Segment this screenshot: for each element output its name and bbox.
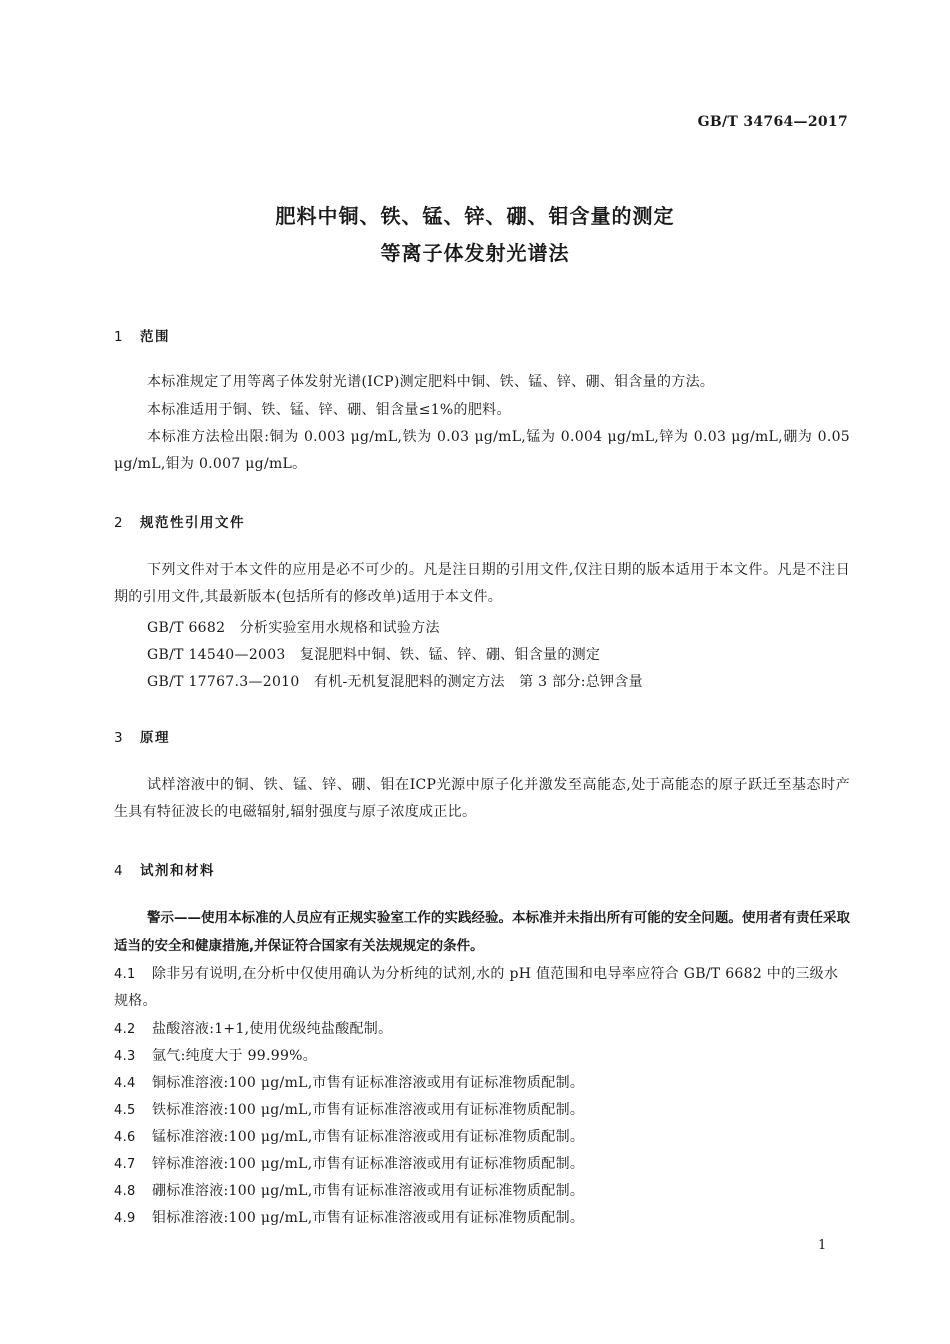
item-number: 4.3 <box>114 1049 136 1064</box>
section-title: 原理 <box>140 730 170 746</box>
reagent-item <box>114 1124 850 1151</box>
section-title: 试剂和材料 <box>140 863 215 879</box>
item-text: 硼标准溶液:100 μg/mL,市售有证标准溶液或用有证标准物质配制。 <box>152 1183 585 1199</box>
item-number: 4.4 <box>114 1076 136 1091</box>
reagent-item <box>114 1205 850 1232</box>
section-number: 3 <box>114 730 125 746</box>
item-text: 锌标准溶液:100 μg/mL,市售有证标准溶液或用有证标准物质配制。 <box>152 1156 585 1172</box>
document-subtitle: 等离子体发射光谱法 <box>380 241 570 265</box>
safety-warning: 警示——使用本标准的人员应有正规实验室工作的实践经验。本标准并未指出所有可能的安全问题。使用者有责任采取适当的安全和健康措施,并保证符合国家有关法规规定的条件。 <box>114 910 850 954</box>
scope-paragraph-3: 本标准方法检出限:铜为 0.003 μg/mL,铁为 0.03 μg/mL,锰为 0.004 μg/mL,锌为 0.03 μg/mL,硼为 0.05 μg/mL,钼为 0.007 μg/mL。 <box>114 429 850 472</box>
scope-paragraph-1: 本标准规定了用等离子体发射光谱(ICP)测定肥料中铜、铁、锰、锌、硼、钼含量的方法。 <box>147 374 715 390</box>
item-text: 氩气:纯度大于 99.99%。 <box>152 1048 318 1064</box>
reagent-item <box>114 1151 850 1178</box>
section-3-heading <box>114 726 170 746</box>
item-number: 4.8 <box>114 1184 136 1199</box>
item-number: 4.5 <box>114 1103 136 1118</box>
section-title: 范围 <box>140 329 170 345</box>
item-number: 4.2 <box>114 1022 136 1037</box>
reagent-item <box>114 1178 850 1205</box>
section-title: 规范性引用文件 <box>140 515 245 531</box>
references-paragraph: 下列文件对于本文件的应用是必不可少的。凡是注日期的引用文件,仅注日期的版本适用于本文件。凡是不注日期的引用文件,其最新版本(包括所有的修改单)适用于本文件。 <box>114 562 850 605</box>
item-text: 盐酸溶液:1+1,使用优级纯盐酸配制。 <box>152 1021 393 1037</box>
reagent-item <box>114 1043 850 1070</box>
reagent-item <box>114 961 850 1015</box>
section-2-heading <box>114 511 245 531</box>
item-text: 铁标准溶液:100 μg/mL,市售有证标准溶液或用有证标准物质配制。 <box>152 1102 585 1118</box>
item-text: 除非另有说明,在分析中仅使用确认为分析纯的试剂,水的 pH 值范围和电导率应符合 GB/T 6682 中的三级水规格。 <box>114 966 839 1009</box>
standard-code: GB/T 34764—2017 <box>697 114 848 130</box>
reference-item: GB/T 6682 分析实验室用水规格和试验方法 <box>147 620 440 636</box>
principle-paragraph: 试样溶液中的铜、铁、锰、锌、硼、钼在ICP光源中原子化并激发至高能态,处于高能态的原子跃迁至基态时产生具有特征波长的电磁辐射,辐射强度与原子浓度成正比。 <box>114 777 850 820</box>
reference-item: GB/T 14540—2003 复混肥料中铜、铁、锰、锌、硼、钼含量的测定 <box>147 647 601 663</box>
item-number: 4.6 <box>114 1130 136 1145</box>
document-title: 肥料中铜、铁、锰、锌、硼、钼含量的测定 <box>275 204 675 228</box>
reagent-item <box>114 1016 850 1043</box>
section-1-heading <box>114 325 170 345</box>
page-number: 1 <box>818 1238 827 1253</box>
item-text: 锰标准溶液:100 μg/mL,市售有证标准溶液或用有证标准物质配制。 <box>152 1129 585 1145</box>
section-number: 1 <box>114 329 125 345</box>
item-text: 钼标准溶液:100 μg/mL,市售有证标准溶液或用有证标准物质配制。 <box>152 1210 585 1226</box>
item-number: 4.7 <box>114 1157 136 1172</box>
scope-paragraph-2: 本标准适用于铜、铁、锰、锌、硼、钼含量≤1%的肥料。 <box>147 402 511 418</box>
reagent-item <box>114 1097 850 1124</box>
item-text: 铜标准溶液:100 μg/mL,市售有证标准溶液或用有证标准物质配制。 <box>152 1075 585 1091</box>
section-4-heading <box>114 859 215 879</box>
section-number: 4 <box>114 863 125 879</box>
section-number: 2 <box>114 515 125 531</box>
reference-item: GB/T 17767.3—2010 有机-无机复混肥料的测定方法 第 3 部分:总钾含量 <box>147 674 643 690</box>
item-number: 4.9 <box>114 1211 136 1226</box>
reagent-item <box>114 1070 850 1097</box>
item-number: 4.1 <box>114 967 136 982</box>
